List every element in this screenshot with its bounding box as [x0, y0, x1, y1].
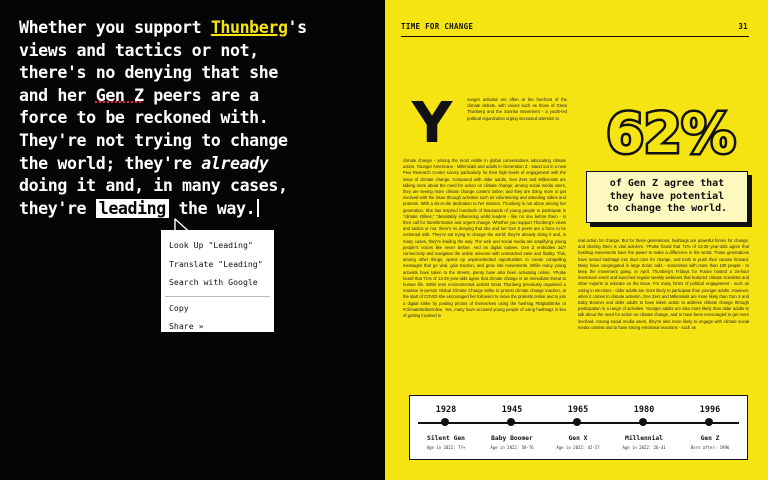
magazine-page — [385, 0, 768, 480]
timeline-year: 1965 — [567, 405, 589, 415]
quote-line — [19, 17, 381, 40]
pull-quote[interactable] — [19, 17, 381, 220]
generation-name: Gen Z — [700, 435, 720, 442]
section-title: TIME FOR CHANGE — [401, 22, 474, 31]
quote-text: the world; they're — [19, 153, 202, 173]
menu-item-copy[interactable]: Copy — [169, 302, 189, 313]
context-menu — [161, 230, 274, 332]
generation-name: Silent Gen — [427, 435, 465, 442]
stat-line: of Gen Z agree that — [609, 178, 725, 189]
quote-text: peers are a — [143, 85, 259, 105]
stat-description — [587, 172, 747, 222]
quote-line: views and tactics or not, — [19, 40, 259, 60]
quote-text: the way. — [168, 198, 256, 218]
timeline-dot — [705, 418, 713, 426]
drop-cap-letter: Y — [411, 98, 453, 148]
article-column-1: climate change - among the most visible in global conversations advocating climate action. Younger Americans - Millennials and adults in Generation Z - stand out in a new Pew Research Center survey particularly for their high levels of engagement with the issue of climate change. Compared with older adults, Gen Zers and Millennials are talking more about the need for action on climate change; among social media users, they are seeing more climate change content online; and they are doing more to get involved with the issue through activities such as volunteering and attending rallies and protests. With a do-or-die dedication to her mission, Thunberg is not alone among her generation. She has inspired hundreds of thousands of young people to participate in "climate strikes," "detestably influencing world leaders - like no one before them - in their call for transformative and urgent change. Whether you support Thunberg's views and tactics or not, there's no denying that she and her Gen Z peers are a force to be reckoned with. They're not trying to change the world; they're already doing it and, in many cases, they're leading the way. The web and social media are amplifying young people's voices like never before. And as digital natives, Gen Z embodies 24/7 connectivity and navigates the online universe with unmatched ease and fluidity. This, among other things, opens up unprecedented opportunities to create compelling messages that go viral, gain traction, and grow into movements. While many young activists have taken to the streets, plenty have also been activating online. YPulse found that 71% of 13-29 year-olds agree that climate change is an immediate threat to human life. While teen environmental activist Greta Thunberg previously organized a massive in-person Global Climate Change strike to protest climate change inaction, at the start of COVID she encouraged her followers to move the protests online and to join a digital strike by posting photos of themselves using the hashtag #DigitalStrike or #ClimateStrikeOnline. Yes, many have accused young people of using hashtags in lieu of getting involved in — [403, 158, 566, 319]
generations-timeline — [409, 395, 748, 460]
generation-age: Age in 2022: 58-76 — [490, 445, 534, 450]
timeline-year: 1928 — [435, 405, 457, 415]
stat-callout — [586, 171, 748, 223]
generation-age: Age in 2022: 77+ — [426, 445, 466, 450]
quote-line: doing it and, in many cases, — [19, 176, 288, 196]
menu-item-share[interactable]: Share » — [169, 321, 204, 331]
text-cursor — [257, 199, 259, 217]
quote-text: and her — [19, 85, 96, 105]
stat-percentage — [587, 100, 752, 162]
stat-line: to change the world. — [606, 203, 728, 214]
menu-item-search-google[interactable]: Search with Google — [169, 277, 258, 287]
drop-cap — [403, 98, 461, 148]
generation-name: Baby Boomer — [491, 435, 533, 442]
quote-line: They're not trying to change — [19, 130, 288, 150]
quote-text: 's — [287, 18, 307, 37]
timeline-dot — [639, 418, 647, 426]
selected-word[interactable]: leading — [96, 199, 169, 218]
quote-text: Whether you support — [19, 18, 211, 37]
generation-age: Age in 2022: 26-41 — [622, 445, 666, 450]
menu-divider — [165, 296, 270, 297]
stat-number: 62% — [606, 102, 736, 162]
header-divider — [401, 36, 749, 37]
timeline-dot — [441, 418, 449, 426]
timeline-year: 1945 — [501, 405, 523, 415]
quote-line — [19, 85, 381, 108]
generation-age: Born after: 1996 — [690, 445, 730, 450]
quote-line — [19, 198, 381, 221]
timeline-year: 1980 — [633, 405, 655, 415]
gen-z-spellcheck[interactable]: Gen Z — [95, 85, 144, 105]
quote-text: they're — [19, 198, 96, 218]
menu-item-translate[interactable]: Translate "Leading" — [169, 258, 263, 269]
timeline-dot — [573, 418, 581, 426]
generation-age: Age in 2022: 42-57 — [556, 445, 600, 450]
generation-name: Millennial — [625, 435, 663, 442]
quote-line — [19, 153, 381, 176]
timeline-dot — [507, 418, 515, 426]
menu-item-look-up[interactable]: Look Up "Leading" — [169, 240, 253, 250]
generation-name: Gen X — [568, 435, 588, 442]
quote-line: force to be reckoned with. — [19, 108, 269, 128]
article-intro: ounger activists are often at the forefront of the climate debate, with voices such as those of Greta Thunberg and the Sunrise Movement - a youth-led political organization urging increased attention to — [467, 97, 567, 121]
article-column-2: real action for change. But for these generations, hashtags are powerful forces for change, and sharing them is vital activism. YPulse found that 72% of 13-39 year-olds agree that hashtag movements have the power to make a difference in the world. Those generations have turned hashtags into loud cries for change, and tools to push their causes forward. Many have congregated in large Zoom calls - sometimes with more than 100 people - to keep the movement going. In April, Thunberg's Fridays for Future hosted a 24-hour livestream event and launched regular weekly webinars that featured climate scientists and other experts to educate on the issue. For many forms of political engagement - such as voting in elections - older adults are more likely to participate than younger adults. However, when it comes to climate activism, Gen Zers and Millennials are more likely than Gen X and Baby Boomer and older adults to have taken action to address climate change through participation in a range of activities. Younger adults are also more likely than older adults to talk about the need for action on climate change, and to have been encouraged to get more involved. Among social media users, they're also more likely to engage with climate social media content and to have strong emotional reactions - such as — [578, 238, 749, 330]
quote-emphasis: already — [201, 153, 269, 173]
quote-line: there's no denying that she — [19, 63, 278, 83]
thunberg-link[interactable]: Thunberg — [210, 18, 288, 37]
page-number: 31 — [738, 22, 748, 31]
timeline-year: 1996 — [699, 405, 721, 415]
stat-line: they have potential — [609, 190, 725, 202]
